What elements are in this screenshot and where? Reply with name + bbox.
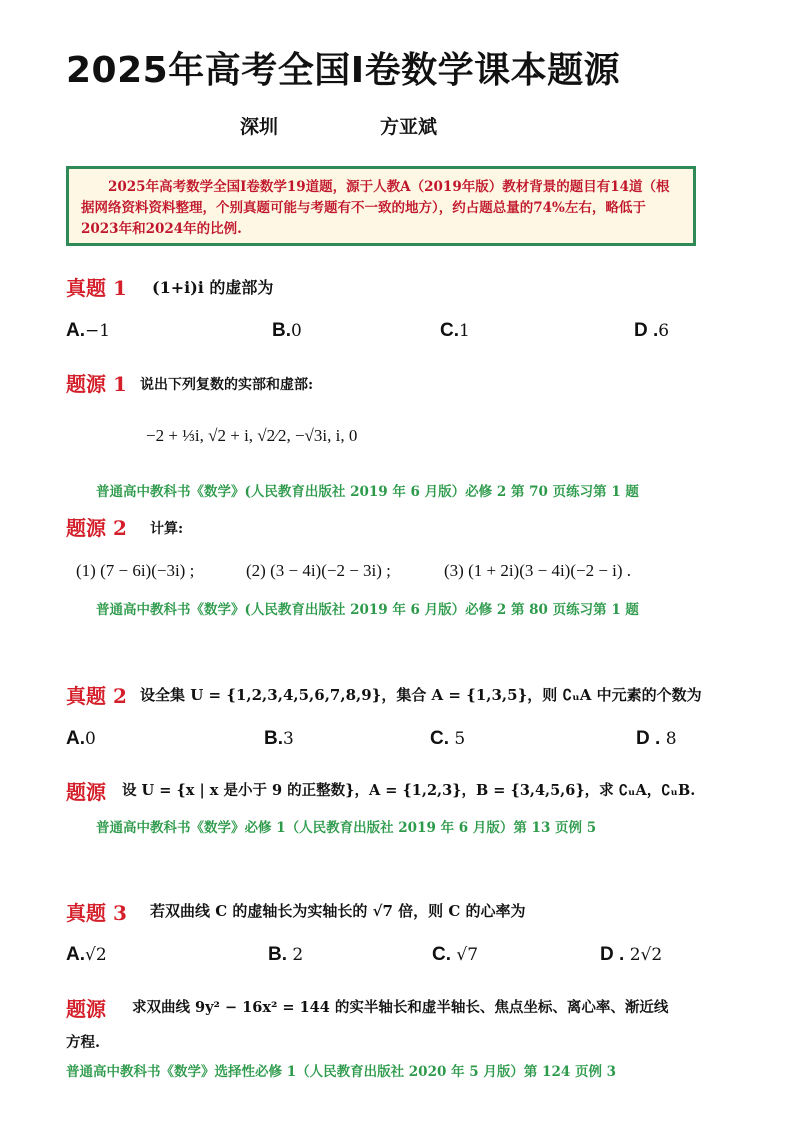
q3-src-text-line2: 方程. <box>66 1034 101 1051</box>
q1-option-b <box>272 320 302 342</box>
q1-option-c <box>440 320 470 342</box>
q2-src-text: 设 U = {x | x 是小于 9 的正整数}，A = {1,2,3}，B = {3,4,5,6}，求 ∁ᵤA，∁ᵤB. <box>122 782 696 799</box>
option-value: √7 <box>456 945 479 965</box>
intro-text: 2025年高考数学全国Ⅰ卷数学19道题，源于人教A（2019年版）教材背景的题目有14道（根据网络资料资料整理，个别真题可能与考题有不一致的地方），约占题总量的74%左右，略低于2023年和2024年的比例. <box>81 179 670 237</box>
q2-text: 设全集 U = {1,2,3,4,5,6,7,8,9}，集合 A = {1,3,5}，则 ∁ᵤA 中元素的个数为 <box>140 686 702 704</box>
q1-src2-item-1: (1) (7 − 6i)(−3i) ; <box>76 561 195 580</box>
q1-label: 真题 1 <box>66 276 127 300</box>
option-value: 2√2 <box>629 945 663 965</box>
q2-src-reference: 普通高中教科书《数学》必修 1（人民教育出版社 2019 年 6 月版）第 13 页例 5 <box>96 820 597 836</box>
option-value: 6 <box>658 321 670 341</box>
q3-src-label: 题源 <box>66 997 106 1021</box>
q1-text: (1+i)i 的虚部为 <box>152 278 274 297</box>
q3-option-b <box>268 944 303 966</box>
option-value: 1 <box>459 321 470 341</box>
q1-src2-reference: 普通高中教科书《数学》(人民教育出版社 2019 年 6 月版）必修 2 第 80 页练习第 1 题 <box>96 602 639 618</box>
q3-label: 真题 3 <box>66 901 127 925</box>
q1-src1-formula: −2 + ⅓i, √2 + i, √2⁄2, −√3i, i, 0 <box>146 426 358 445</box>
option-letter: B. <box>268 944 287 965</box>
option-letter: B. <box>272 320 291 341</box>
option-value: 2 <box>292 945 304 965</box>
q3-option-c <box>432 944 478 966</box>
q2-option-d <box>636 728 677 750</box>
option-letter: C. <box>440 320 459 341</box>
option-letter: C. <box>432 944 451 965</box>
q3-option-a <box>66 944 107 966</box>
option-letter: D . <box>634 320 659 341</box>
page-title: 2025年高考全国Ⅰ卷数学课本题源 <box>66 50 621 91</box>
option-value: 0 <box>291 321 302 341</box>
q1-src2-label: 题源 2 <box>66 516 127 540</box>
q2-option-c <box>430 728 465 750</box>
option-letter: C. <box>430 728 449 749</box>
q1-src2-text: 计算: <box>150 521 184 537</box>
q1-option-a <box>66 320 110 342</box>
q2-label: 真题 2 <box>66 684 127 708</box>
q1-src2-item-2: (2) (3 − 4i)(−2 − 3i) ; <box>246 561 391 580</box>
q3-src-text-line1: 求双曲线 9y² − 16x² = 144 的实半轴长和虚半轴长、焦点坐标、离心率、渐近线 <box>132 999 669 1016</box>
q2-option-a <box>66 728 96 750</box>
q1-src1-reference: 普通高中教科书《数学》(人民教育出版社 2019 年 6 月版）必修 2 第 70 页练习第 1 题 <box>96 484 639 500</box>
option-letter: B. <box>264 728 283 749</box>
q2-option-b <box>264 728 294 750</box>
q1-src1-text: 说出下列复数的实部和虚部: <box>140 377 314 393</box>
intro-box <box>66 166 696 246</box>
author-name: 方亚斌 <box>380 116 438 138</box>
option-value: 3 <box>283 729 294 749</box>
option-value: 5 <box>454 729 466 749</box>
q3-text: 若双曲线 C 的虚轴长为实轴长的 √7 倍，则 C 的心率为 <box>150 902 526 920</box>
option-letter: A. <box>66 944 85 965</box>
q1-option-d <box>634 320 669 342</box>
option-letter: A. <box>66 320 85 341</box>
author-city: 深圳 <box>240 116 279 138</box>
q1-src1-label: 题源 1 <box>66 372 127 396</box>
option-value: 0 <box>85 729 96 749</box>
q3-src-reference: 普通高中教科书《数学》选择性必修 1（人民教育出版社 2020 年 5 月版）第 124 页例 3 <box>66 1064 617 1080</box>
option-letter: D . <box>600 944 625 965</box>
option-value: 8 <box>665 729 677 749</box>
option-value: √2 <box>85 945 107 965</box>
option-letter: A. <box>66 728 85 749</box>
option-value: −1 <box>85 321 111 341</box>
q2-src-label: 题源 <box>66 780 106 804</box>
option-letter: D . <box>636 728 661 749</box>
q1-src2-item-3: (3) (1 + 2i)(3 − 4i)(−2 − i) . <box>444 561 632 580</box>
q3-option-d <box>600 944 662 966</box>
